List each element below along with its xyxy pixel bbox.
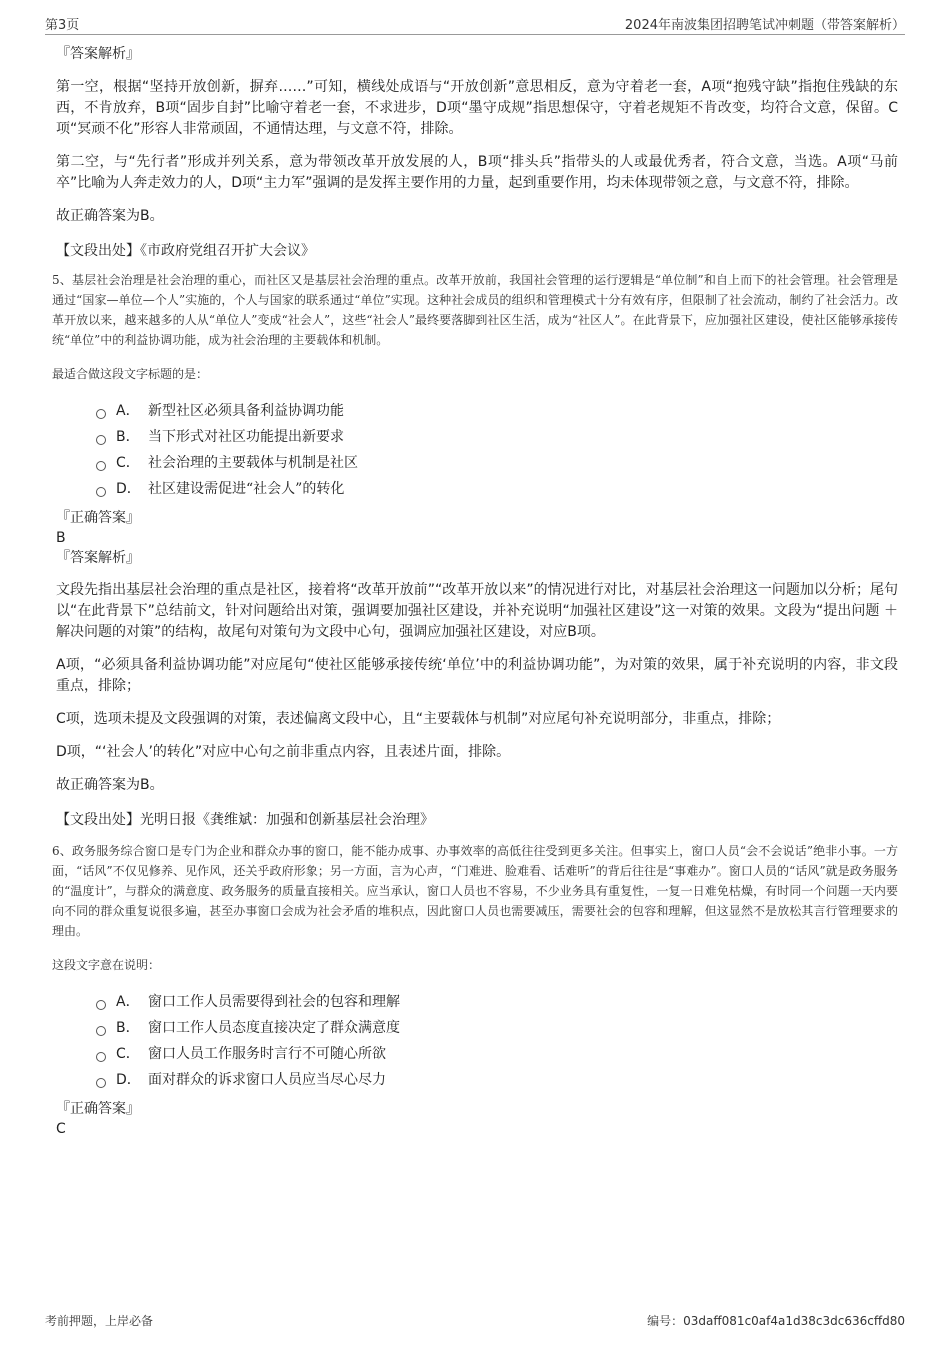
page-header xyxy=(45,12,905,35)
question-5-text: 5、基层社会治理是社会治理的重心，而社区又是基层社会治理的重点。改革开放前，我国社会管理的运行逻辑是“单位制”和自上而下的社会管理。社会管理是通过“国家—单位—个人”实施的，个人与国家的联系通过“单位”实现。这种社会成员的组织和管理模式十分有效有序，但限制了社会流动，制约了社会活力。改革开放以来，越来越多的人从“单位人”变成“社会人”，这些“社会人”最终要落脚到社区生活，成为“社区人”。在此背景下，应加强社区建设，使社区能够承接传统“单位”中的利益协调功能，成为社会治理的主要载体和机制。 xyxy=(52,273,898,347)
analysis-paragraph: A项，“必须具备利益协调功能”对应尾句“使社区能够承接传统‘单位’中的利益协调功能”，为对策的效果，属于补充说明的内容，非文段重点，排除； xyxy=(56,657,898,694)
radio-icon[interactable] xyxy=(96,409,106,419)
option-a[interactable]: A． 窗口工作人员需要得到社会的包容和理解 xyxy=(96,989,898,1015)
analysis-paragraph: 第一空，根据“坚持开放创新，摒弃……”可知，横线处成语与“开放创新”意思相反，意为守着老一套，A项“抱残守缺”指抱住残缺的东西，不肯放弃，B项“固步自封”比喻守着老一套，不求进步，D项“墨守成规”指思想保守，守着老规矩不肯改变，均符合文意，保留。C项“冥顽不化”形容人非常顽固，不通情达理，与文意不符，排除。 xyxy=(56,79,898,137)
option-c[interactable]: C． 社会治理的主要载体与机制是社区 xyxy=(96,450,898,476)
footer-slogan: 考前押题，上岸必备 xyxy=(45,1314,154,1328)
radio-icon[interactable] xyxy=(96,1026,106,1036)
correct-answer: C xyxy=(56,1121,66,1137)
correct-answer-label: 『正确答案』 xyxy=(56,1101,140,1117)
analysis-paragraph: D项，“‘社会人’的转化”对应中心句之前非重点内容，且表述片面，排除。 xyxy=(56,744,511,760)
analysis-paragraph: 文段先指出基层社会治理的重点是社区，接着将“改革开放前”“改革开放以来”的情况进行对比，对基层社会治理这一问题加以分析；尾句以“在此背景下”总结前文，针对问题给出对策，强调要加强社区建设，并补充说明“加强社区建设”这一对策的效果。文段为“提出问题 ＋ 解决问题的对策”的结构，故尾句对策句为文段中心句，强调应加强社区建设，对应B项。 xyxy=(56,582,898,640)
radio-icon[interactable] xyxy=(96,1000,106,1010)
document-title: 2024年南波集团招聘笔试冲刺题（带答案解析） xyxy=(624,18,905,33)
radio-icon[interactable] xyxy=(96,1052,106,1062)
analysis-label: 『答案解析』 xyxy=(56,46,140,62)
question-5-prompt: 最适合做这段文字标题的是： xyxy=(52,367,209,381)
source-citation: 【文段出处】光明日报《龚维斌：加强和创新基层社会治理》 xyxy=(56,812,434,828)
analysis-label: 『答案解析』 xyxy=(56,550,140,566)
source-citation: 【文段出处】《市政府党组召开扩大会议》 xyxy=(56,243,315,259)
question-5-options xyxy=(56,398,898,502)
option-d[interactable]: D． 面对群众的诉求窗口人员应当尽心尽力 xyxy=(96,1067,898,1093)
option-b[interactable]: B． 当下形式对社区功能提出新要求 xyxy=(96,424,898,450)
option-b[interactable]: B． 窗口工作人员态度直接决定了群众满意度 xyxy=(96,1015,898,1041)
analysis-conclusion: 故正确答案为B。 xyxy=(56,777,164,793)
radio-icon[interactable] xyxy=(96,1078,106,1088)
option-c[interactable]: C． 窗口人员工作服务时言行不可随心所欲 xyxy=(96,1041,898,1067)
correct-answer: B xyxy=(56,530,66,546)
radio-icon[interactable] xyxy=(96,435,106,445)
question-6-options xyxy=(56,989,898,1093)
correct-answer-label: 『正确答案』 xyxy=(56,510,140,526)
option-a[interactable]: A． 新型社区必须具备利益协调功能 xyxy=(96,398,898,424)
question-6-prompt: 这段文字意在说明： xyxy=(52,958,161,972)
radio-icon[interactable] xyxy=(96,487,106,497)
option-d[interactable]: D． 社区建设需促进“社会人”的转化 xyxy=(96,476,898,502)
analysis-paragraph: 第二空，与“先行者”形成并列关系，意为带领改革开放发展的人，B项“排头兵”指带头的人或最优秀者，符合文意，当选。A项“马前卒”比喻为人奔走效力的人，D项“主力军”强调的是发挥主要作用的力量，起到重要作用，均未体现带领之意，与文意不符，排除。 xyxy=(56,154,898,191)
document-body xyxy=(52,44,898,1139)
analysis-paragraph: C项，选项未提及文段强调的对策，表述偏离文段中心，且“主要载体与机制”对应尾句补充说明部分，非重点，排除； xyxy=(56,711,781,727)
page-footer xyxy=(45,1312,905,1332)
question-6-text: 6、政务服务综合窗口是专门为企业和群众办事的窗口，能不能办成事、办事效率的高低往往受到更多关注。但事实上，窗口人员“会不会说话”绝非小事。一方面，“话风”不仅见修养、见作风，还关乎政府形象；另一方面，言为心声，“门难进、脸难看、话难听”的背后往往是“事难办”。窗口人员的“话风”就是政务服务的“温度计”，与群众的满意度、政务服务的质量直接相关。应当承认，窗口人员也不容易，不少业务具有重复性，一复一日难免枯燥，有时同一个问题一天内要向不同的群众重复说很多遍，甚至办事窗口会成为社会矛盾的堆积点，因此窗口人员也需要减压，需要社会的包容和理解，但这显然不是放松其言行管理要求的理由。 xyxy=(52,844,898,938)
analysis-conclusion: 故正确答案为B。 xyxy=(56,208,164,224)
radio-icon[interactable] xyxy=(96,461,106,471)
document-serial: 编号：03daff081c0af4a1d38c3dc636cffd80 xyxy=(647,1314,905,1328)
page-number: 第3页 xyxy=(45,18,80,33)
